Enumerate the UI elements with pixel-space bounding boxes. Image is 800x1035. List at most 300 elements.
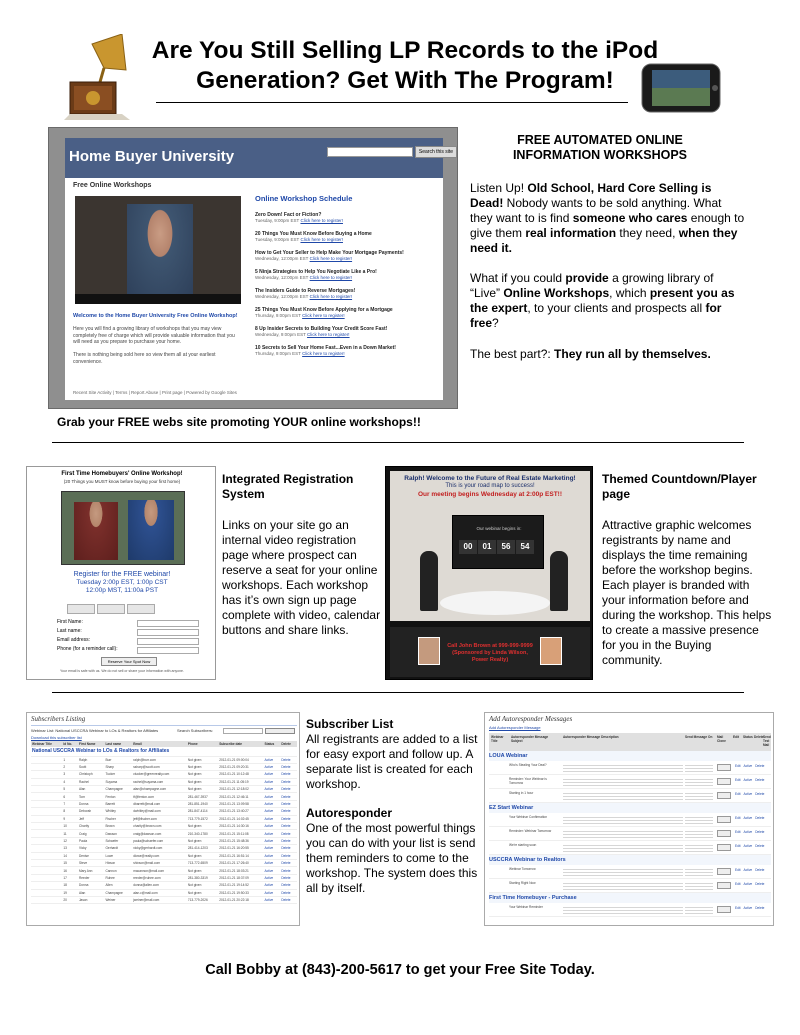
table-cell: Active: [264, 771, 281, 778]
workshop-title: 20 Things You Must Know Before Buying a Home: [255, 231, 372, 237]
free-workshops-heading: [480, 133, 720, 163]
table-cell: 5: [62, 786, 78, 793]
table-cell: Brown: [104, 823, 132, 830]
table-cell: 2012-01-21 12:18:02: [218, 786, 263, 793]
column-header: Subscribe date: [218, 741, 263, 747]
delete-link: Delete: [755, 816, 765, 820]
table-cell: craig@dawson.com: [132, 830, 187, 837]
free-heading-line-2: INFORMATION WORKSHOPS: [512, 148, 688, 162]
table-cell: Jason: [78, 896, 104, 903]
table-cell: Tucker: [104, 771, 132, 778]
table-row: [31, 815, 297, 822]
clone-button: [717, 830, 731, 837]
sponsor-contact: [444, 643, 536, 664]
registration-text: Links on your site go an internal video registration page where prospect can reserve a seat for your online workshops. Each workshop has it’s own sign up page complete with video, calendar buttons and share links.: [222, 518, 381, 637]
message-subject: Reminder: Your Webinar is Tomorrow: [509, 777, 547, 785]
column-header: Delete: [754, 735, 764, 739]
table-cell: alan.c@mail.com: [132, 889, 187, 896]
table-cell: 2012-01-21 14:02:45: [218, 815, 263, 822]
delete-link: Delete: [755, 906, 765, 910]
subscriber-listing-title: Subscribers Listing: [31, 715, 86, 723]
text-run: a growing library of “Live”: [470, 271, 714, 300]
register-link[interactable]: Click here to register!: [309, 275, 353, 280]
list-item: [489, 761, 771, 775]
active-link: Active: [743, 868, 753, 872]
send-on-text: [685, 777, 713, 787]
table-cell: Dawson: [104, 830, 132, 837]
delete-link: Delete: [755, 778, 765, 782]
privacy-note: Your email is safe with us. We do not sell or share your information with anyone.: [60, 669, 184, 673]
home-buyer-university-screenshot: [48, 127, 458, 409]
table-cell: 2012-01-21 14:30:16: [218, 823, 263, 830]
table-row: [31, 852, 297, 859]
table-cell: Not given: [187, 823, 218, 830]
table-cell: 11: [62, 830, 78, 837]
clone-button: [717, 868, 731, 875]
table-cell: [31, 771, 62, 778]
table-cell: Vicky: [78, 845, 104, 852]
table-row: [31, 800, 297, 807]
active-link: Active: [743, 764, 753, 768]
ipod-icon: [640, 60, 722, 116]
delete-link: Delete: [280, 823, 297, 830]
workshop-time: Wednesday, 9:00pm EST: [255, 332, 306, 337]
list-item: [489, 903, 771, 917]
edit-link: Edit: [735, 906, 741, 910]
table-cell: Donna: [78, 882, 104, 889]
delete-link: Delete: [280, 778, 297, 785]
delete-link: Delete: [280, 830, 297, 837]
delete-link: Delete: [755, 830, 765, 834]
table-cell: Active: [264, 896, 281, 903]
delete-link: Delete: [280, 815, 297, 822]
register-heading: Register for the FREE webinar!: [73, 571, 171, 578]
table-cell: 2012-01-21 18:03:21: [218, 867, 263, 874]
table-cell: Denise: [78, 852, 104, 859]
workshop-time: Tuesday, 9:00pm EST: [255, 218, 300, 223]
text-run-bold: They run all by themselves.: [554, 347, 711, 361]
table-row: [31, 889, 297, 896]
table-cell: [31, 837, 62, 844]
column-header: Autoresponder Message Subject: [511, 735, 549, 743]
table-cell: ralph@burr.com: [132, 756, 187, 763]
row-actions: [735, 792, 767, 796]
table-cell: Not given: [187, 763, 218, 770]
message-subject: Starting in 1 hour: [509, 791, 534, 795]
edit-link: Edit: [735, 882, 741, 886]
autoresponder-rows: [489, 751, 771, 917]
delete-link: Delete: [280, 793, 297, 800]
column-header: Send Test Mail: [763, 735, 771, 747]
table-cell: 10: [62, 823, 78, 830]
clone-button: [717, 844, 731, 851]
edit-link: Edit: [735, 778, 741, 782]
meeting-person: [550, 551, 568, 611]
subscriber-rows: [31, 747, 297, 904]
site-search-button: Search this site: [415, 146, 457, 158]
table-cell: Active: [264, 823, 281, 830]
register-link[interactable]: Click here to register!: [302, 313, 345, 318]
reserve-spot-button: Reserve Your Spot Now: [101, 657, 157, 666]
table-cell: charity@brown.com: [132, 823, 187, 830]
table-cell: dlowe@realty.com: [132, 852, 187, 859]
table-cell: [31, 823, 62, 830]
add-message-link: Add Autoresponder Message: [489, 725, 541, 730]
text-run-bold: Online Workshops: [503, 286, 610, 300]
table-cell: [31, 874, 62, 881]
workshop-title: 10 Secrets to Sell Your Home Fast...Even in a Down Market!: [255, 345, 396, 351]
row-actions: [735, 868, 767, 872]
workshop-item: [255, 345, 435, 364]
table-cell: [31, 793, 62, 800]
last-name-field: [137, 629, 199, 636]
text-run: ?: [492, 316, 499, 330]
table-cell: 2012-01-21 13:40:27: [218, 808, 263, 815]
webinar-times: [27, 579, 217, 595]
video-controls: [75, 294, 241, 304]
table-cell: [31, 852, 62, 859]
delete-link: Delete: [280, 859, 297, 866]
table-cell: dwhitley@mail.com: [132, 808, 187, 815]
send-on-text: [685, 905, 713, 915]
clone-button: [717, 792, 731, 799]
phone-field: [137, 647, 199, 654]
workshop-time: Wednesday, 12:00pm EST: [255, 256, 309, 261]
clone-button: [717, 778, 731, 785]
delete-link: Delete: [755, 764, 765, 768]
headline: [120, 36, 690, 96]
edit-link: Edit: [735, 868, 741, 872]
message-description: [563, 791, 683, 801]
table-cell: 15: [62, 859, 78, 866]
table-cell: [31, 815, 62, 822]
delete-link: Delete: [280, 874, 297, 881]
column-header: Webinar Title: [31, 741, 62, 747]
table-cell: paula@schaefer.com: [132, 837, 187, 844]
table-cell: Fenton: [104, 793, 132, 800]
table-cell: [31, 889, 62, 896]
send-on-text: [685, 791, 713, 801]
row-actions: [735, 816, 767, 820]
register-link[interactable]: Click here to register!: [300, 237, 343, 242]
workshop-item: [255, 288, 435, 307]
table-cell: Weiner: [104, 896, 132, 903]
table-cell: Cannon: [104, 867, 132, 874]
autoresponder-table-header: [489, 733, 771, 751]
message-description: [563, 815, 683, 825]
download-link: Download this subscriber list: [31, 735, 82, 740]
workshop-title: 5 Ninja Strategies to Help You Negotiate Like a Pro!: [255, 269, 377, 275]
table-cell: 3: [62, 771, 78, 778]
table-row: [31, 882, 297, 889]
table-cell: 2012-01-21 12:46:11: [218, 793, 263, 800]
table-cell: Active: [264, 882, 281, 889]
table-cell: Paula: [78, 837, 104, 844]
active-link: Active: [743, 830, 753, 834]
table-cell: [31, 763, 62, 770]
registration-form: [57, 619, 207, 655]
autoresponder-title: Add Autoresponder Messages: [489, 715, 573, 723]
clone-button: [717, 906, 731, 913]
table-row: [31, 763, 297, 770]
table-cell: Active: [264, 756, 281, 763]
text-run: Listen Up!: [470, 181, 528, 195]
delete-link: Delete: [280, 771, 297, 778]
webinar-filter: Webinar List: National USCCRA Webinar to LOs & Realtors for Affiliates: [31, 728, 159, 733]
table-cell: Champagne: [104, 786, 132, 793]
row-actions: [735, 778, 767, 782]
table-row: [31, 793, 297, 800]
call-line: Call John Brown at 999-999-9999: [447, 643, 533, 649]
table-cell: Deborah: [78, 808, 104, 815]
table-cell: 2: [62, 763, 78, 770]
share-button: [127, 604, 155, 614]
active-link: Active: [743, 882, 753, 886]
list-item: [489, 789, 771, 803]
table-row: [31, 771, 297, 778]
table-cell: Scott: [78, 763, 104, 770]
text-run-bold: present you as the expert: [470, 286, 735, 315]
form-row: [57, 628, 207, 637]
table-cell: Hixson: [104, 859, 132, 866]
table-cell: 2012-01-21 13:09:58: [218, 800, 263, 807]
table-cell: reeder@ruhee.com: [132, 874, 187, 881]
table-cell: Not given: [187, 852, 218, 859]
table-cell: Not given: [187, 837, 218, 844]
subscriber-text: All registrants are added to a list for easy export and follow up. A separate list is created for each workshop.: [306, 732, 478, 791]
table-cell: 2012-01-21 17:26:40: [218, 859, 263, 866]
table-cell: 2012-01-21 16:51:14: [218, 852, 263, 859]
table-cell: [31, 882, 62, 889]
presenter-image: [128, 500, 174, 560]
workshop-title: The Insiders Guide to Reverse Mortgages!: [255, 288, 356, 294]
workshop-item: [255, 212, 435, 231]
table-cell: [31, 808, 62, 815]
table-cell: Not given: [187, 778, 218, 785]
first-name-field: [137, 620, 199, 627]
table-cell: Alan: [78, 786, 104, 793]
table-cell: [31, 786, 62, 793]
delete-link: Delete: [280, 852, 297, 859]
message-description: [563, 881, 683, 891]
table-cell: 281-414-1203: [187, 845, 218, 852]
table-cell: 13: [62, 845, 78, 852]
workshop-time: Wednesday, 12:00pm EST: [255, 275, 309, 280]
row-actions: [735, 830, 767, 834]
table-cell: 18: [62, 882, 78, 889]
table-cell: donna@allen.com: [132, 882, 187, 889]
register-link[interactable]: Click here to register!: [309, 256, 353, 261]
send-on-text: [685, 763, 713, 773]
register-link[interactable]: Click here to register!: [309, 294, 353, 299]
table-cell: Not given: [187, 786, 218, 793]
text-run: Nobody wants to be sold anything. What they want to is find: [470, 196, 722, 225]
delete-link: Delete: [755, 882, 765, 886]
table-cell: [31, 800, 62, 807]
table-cell: 2012-01-21 19:14:52: [218, 882, 263, 889]
table-cell: [31, 867, 62, 874]
row-actions: [735, 882, 767, 886]
form-label: Phone (for a reminder call):: [57, 646, 118, 652]
welcome-intro-2: There is nothing being sold here so view them all at your earliest convenience.: [73, 352, 216, 365]
send-on-text: [685, 829, 713, 839]
group-row: LOUA Webinar: [489, 751, 771, 761]
calendar-button: [97, 604, 125, 614]
row-actions: [735, 844, 767, 848]
meeting-person: [420, 551, 438, 611]
countdown-label: Our webinar begins in:: [476, 526, 522, 531]
table-cell: Active: [264, 859, 281, 866]
active-link: Active: [743, 816, 753, 820]
form-label: Email address:: [57, 637, 91, 643]
delete-link: Delete: [755, 868, 765, 872]
column-header: Autoresponder Message Description: [563, 735, 619, 739]
table-cell: Ralph: [78, 756, 104, 763]
countdown-hours: 01: [478, 540, 496, 554]
text-run: , to your clients and prospects all: [527, 301, 706, 315]
table-cell: [31, 756, 62, 763]
roadmap-line: This is your road map to success!: [445, 483, 535, 489]
table-cell: [31, 845, 62, 852]
delete-link: Delete: [280, 756, 297, 763]
table-row: [31, 874, 297, 881]
table-cell: Active: [264, 793, 281, 800]
site-search-input: [327, 147, 413, 157]
countdown-minutes: 56: [497, 540, 515, 554]
edit-link: Edit: [735, 844, 741, 848]
message-subject: We're starting soon: [509, 843, 537, 847]
workshop-title: Zero Down! Fact or Fiction?: [255, 212, 322, 218]
table-cell: Jeff: [78, 815, 104, 822]
row-actions: [735, 764, 767, 768]
autoresponder-screenshot: [484, 712, 774, 926]
table-cell: Alan: [78, 889, 104, 896]
group-row: EZ Start Webinar: [489, 803, 771, 813]
column-header: Phone: [187, 741, 218, 747]
list-item: [489, 841, 771, 855]
list-item: [489, 879, 771, 893]
table-cell: Fischer: [104, 815, 132, 822]
meeting-table: [440, 591, 550, 615]
site-body: [65, 178, 443, 400]
table-cell: 8: [62, 808, 78, 815]
workshop-time: Thursday, 9:00pm EST: [255, 313, 301, 318]
webinar-time-2: 12:00p MST, 11:00a PST: [85, 587, 159, 594]
section-divider: [52, 692, 744, 693]
group-row: USCCRA Webinar to Realtors: [489, 855, 771, 865]
table-cell: Champagne: [104, 889, 132, 896]
table-cell: Active: [264, 830, 281, 837]
countdown-stage: [390, 471, 590, 621]
table-row: [31, 808, 297, 815]
table-cell: 2012-01-21 10:12:48: [218, 771, 263, 778]
active-link: Active: [743, 844, 753, 848]
active-link: Active: [743, 906, 753, 910]
list-item: [489, 775, 771, 789]
registration-title: First Time Homebuyers' Online Workshop!: [61, 471, 183, 477]
delete-link: Delete: [755, 792, 765, 796]
delete-link: Delete: [280, 763, 297, 770]
table-cell: 281-851-1940: [187, 800, 218, 807]
delete-link: Delete: [280, 786, 297, 793]
delete-link: Delete: [280, 837, 297, 844]
table-cell: 20: [62, 896, 78, 903]
group-row: [31, 747, 297, 756]
title-underline: [31, 725, 297, 726]
register-link[interactable]: Click here to register!: [302, 351, 345, 356]
table-cell: tf@fenton.com: [132, 793, 187, 800]
delete-link: Delete: [280, 808, 297, 815]
text-run: they need,: [616, 226, 679, 240]
themed-heading: Themed Countdown/Player page: [602, 472, 757, 501]
delete-link: Delete: [280, 896, 297, 903]
site-logo: Home Buyer University: [69, 148, 235, 165]
message-description: [563, 763, 683, 773]
table-cell: 210-340-1780: [187, 830, 218, 837]
table-cell: [31, 830, 62, 837]
sponsor-photo: [540, 637, 562, 665]
send-on-text: [685, 843, 713, 853]
register-link[interactable]: Click here to register!: [307, 332, 350, 337]
send-on-text: [685, 867, 713, 877]
message-subject: Your Webinar Reminder: [509, 905, 543, 909]
table-cell: macannon@mail.com: [132, 867, 187, 874]
edit-link: Edit: [735, 830, 741, 834]
group-row: First Time Homebuyer - Purchase: [489, 893, 771, 903]
search-input: [223, 728, 263, 734]
message-description: [563, 867, 683, 877]
table-cell: Schaefer: [104, 837, 132, 844]
table-cell: Suyama: [104, 778, 132, 785]
register-link[interactable]: Click here to register!: [300, 218, 343, 223]
agent-photo: [418, 637, 440, 665]
table-cell: Active: [264, 837, 281, 844]
table-cell: 2012-01-21 15:11:08: [218, 830, 263, 837]
headline-underline: [156, 102, 628, 103]
text-run-bold: someone who cares: [572, 211, 688, 225]
text-run-bold: when they need it.: [470, 226, 738, 255]
search-label: Search Subscribers:: [177, 728, 214, 733]
table-cell: Not given: [187, 771, 218, 778]
table-cell: Active: [264, 778, 281, 785]
text-run: , which: [609, 286, 650, 300]
edit-link: Edit: [735, 792, 741, 796]
form-row: [57, 646, 207, 655]
table-row: [31, 830, 297, 837]
registration-subtitle: (20 Things you MUST know before buying your first home): [63, 479, 181, 484]
table-row: [31, 859, 297, 866]
clone-button: [717, 816, 731, 823]
table-row: [31, 867, 297, 874]
offer-paragraph: [470, 271, 746, 331]
countdown-timer: [459, 536, 539, 554]
subscriber-listing-screenshot: [26, 712, 300, 926]
column-header: Delete: [280, 741, 297, 747]
table-cell: Active: [264, 867, 281, 874]
welcome-heading: Welcome to the Home Buyer University Free Online Workshop!: [73, 313, 238, 319]
form-label: First Name:: [57, 619, 83, 625]
table-row: [31, 756, 297, 763]
grab-caption: Grab your FREE webs site promoting YOUR online workshops!!: [57, 415, 421, 429]
workshop-item: [255, 231, 435, 250]
column-header: Last name: [104, 741, 132, 747]
table-cell: 16: [62, 867, 78, 874]
table-cell: ctucker@greenrealty.com: [132, 771, 187, 778]
table-cell: Rachel: [78, 778, 104, 785]
table-cell: ssharp@scott.com: [132, 763, 187, 770]
workshop-time: Thursday, 9:00pm EST: [255, 351, 301, 356]
table-cell: 17: [62, 874, 78, 881]
